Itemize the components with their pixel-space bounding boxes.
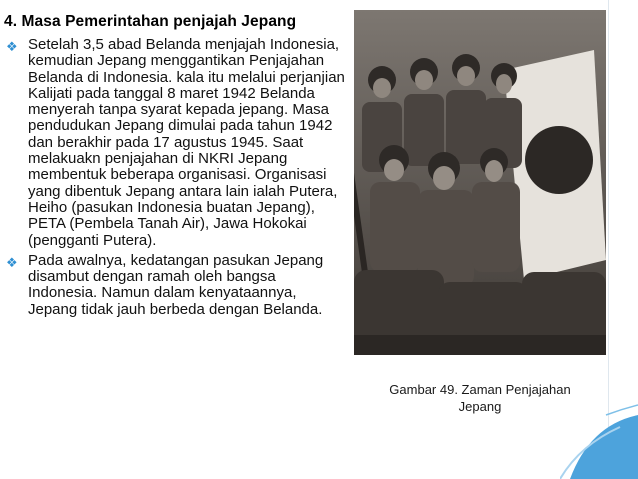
soldiers-photo-image	[354, 10, 606, 355]
bullet-list	[4, 37, 349, 322]
corner-wave-decoration	[560, 395, 638, 479]
diamond-bullet-icon: ❖	[6, 254, 18, 270]
historical-photo	[354, 10, 606, 355]
bullet-text-1: Setelah 3,5 abad Belanda menjajah Indonesia, kemudian Jepang menggantikan Penjajahan Belanda di Indonesia. kala itu melalui perjanjian Kalijati pada tanggal 8 maret 1942 Belanda menyerah tanpa syarat kepada jepang. Masa pendudukan Jepang dimulai pada tahun 1942 dan berakhir pada 17 agustus 1945. Saat melakuakn penjajahan di NKRI Jepang membentuk beberapa organisasi. Organisasi yang dibentuk Jepang antara lain ialah Putera, Heiho (pasukan Indonesia buatan Jepang), PETA (Pembela Tanah Air), Jawa Hokokai (pengganti Putera).	[28, 36, 345, 249]
bullet-text-2: Pada awalnya, kedatangan pasukan Jepang disambut dengan ramah oleh bangsa Indonesia. Namun dalam kenyataannya, Jepang tidak jauh berbeda dengan Belanda.	[28, 251, 324, 318]
diamond-bullet-icon: ❖	[6, 39, 18, 54]
caption-line-2: Jepang	[458, 399, 502, 414]
bullet-item-1	[4, 37, 349, 249]
slide-heading: 4. Masa Pemerintahan penjajah Jepang	[4, 13, 297, 30]
caption-line-1: Gambar 49. Zaman Penjajahan	[389, 382, 571, 397]
bullet-item-2	[4, 253, 349, 318]
